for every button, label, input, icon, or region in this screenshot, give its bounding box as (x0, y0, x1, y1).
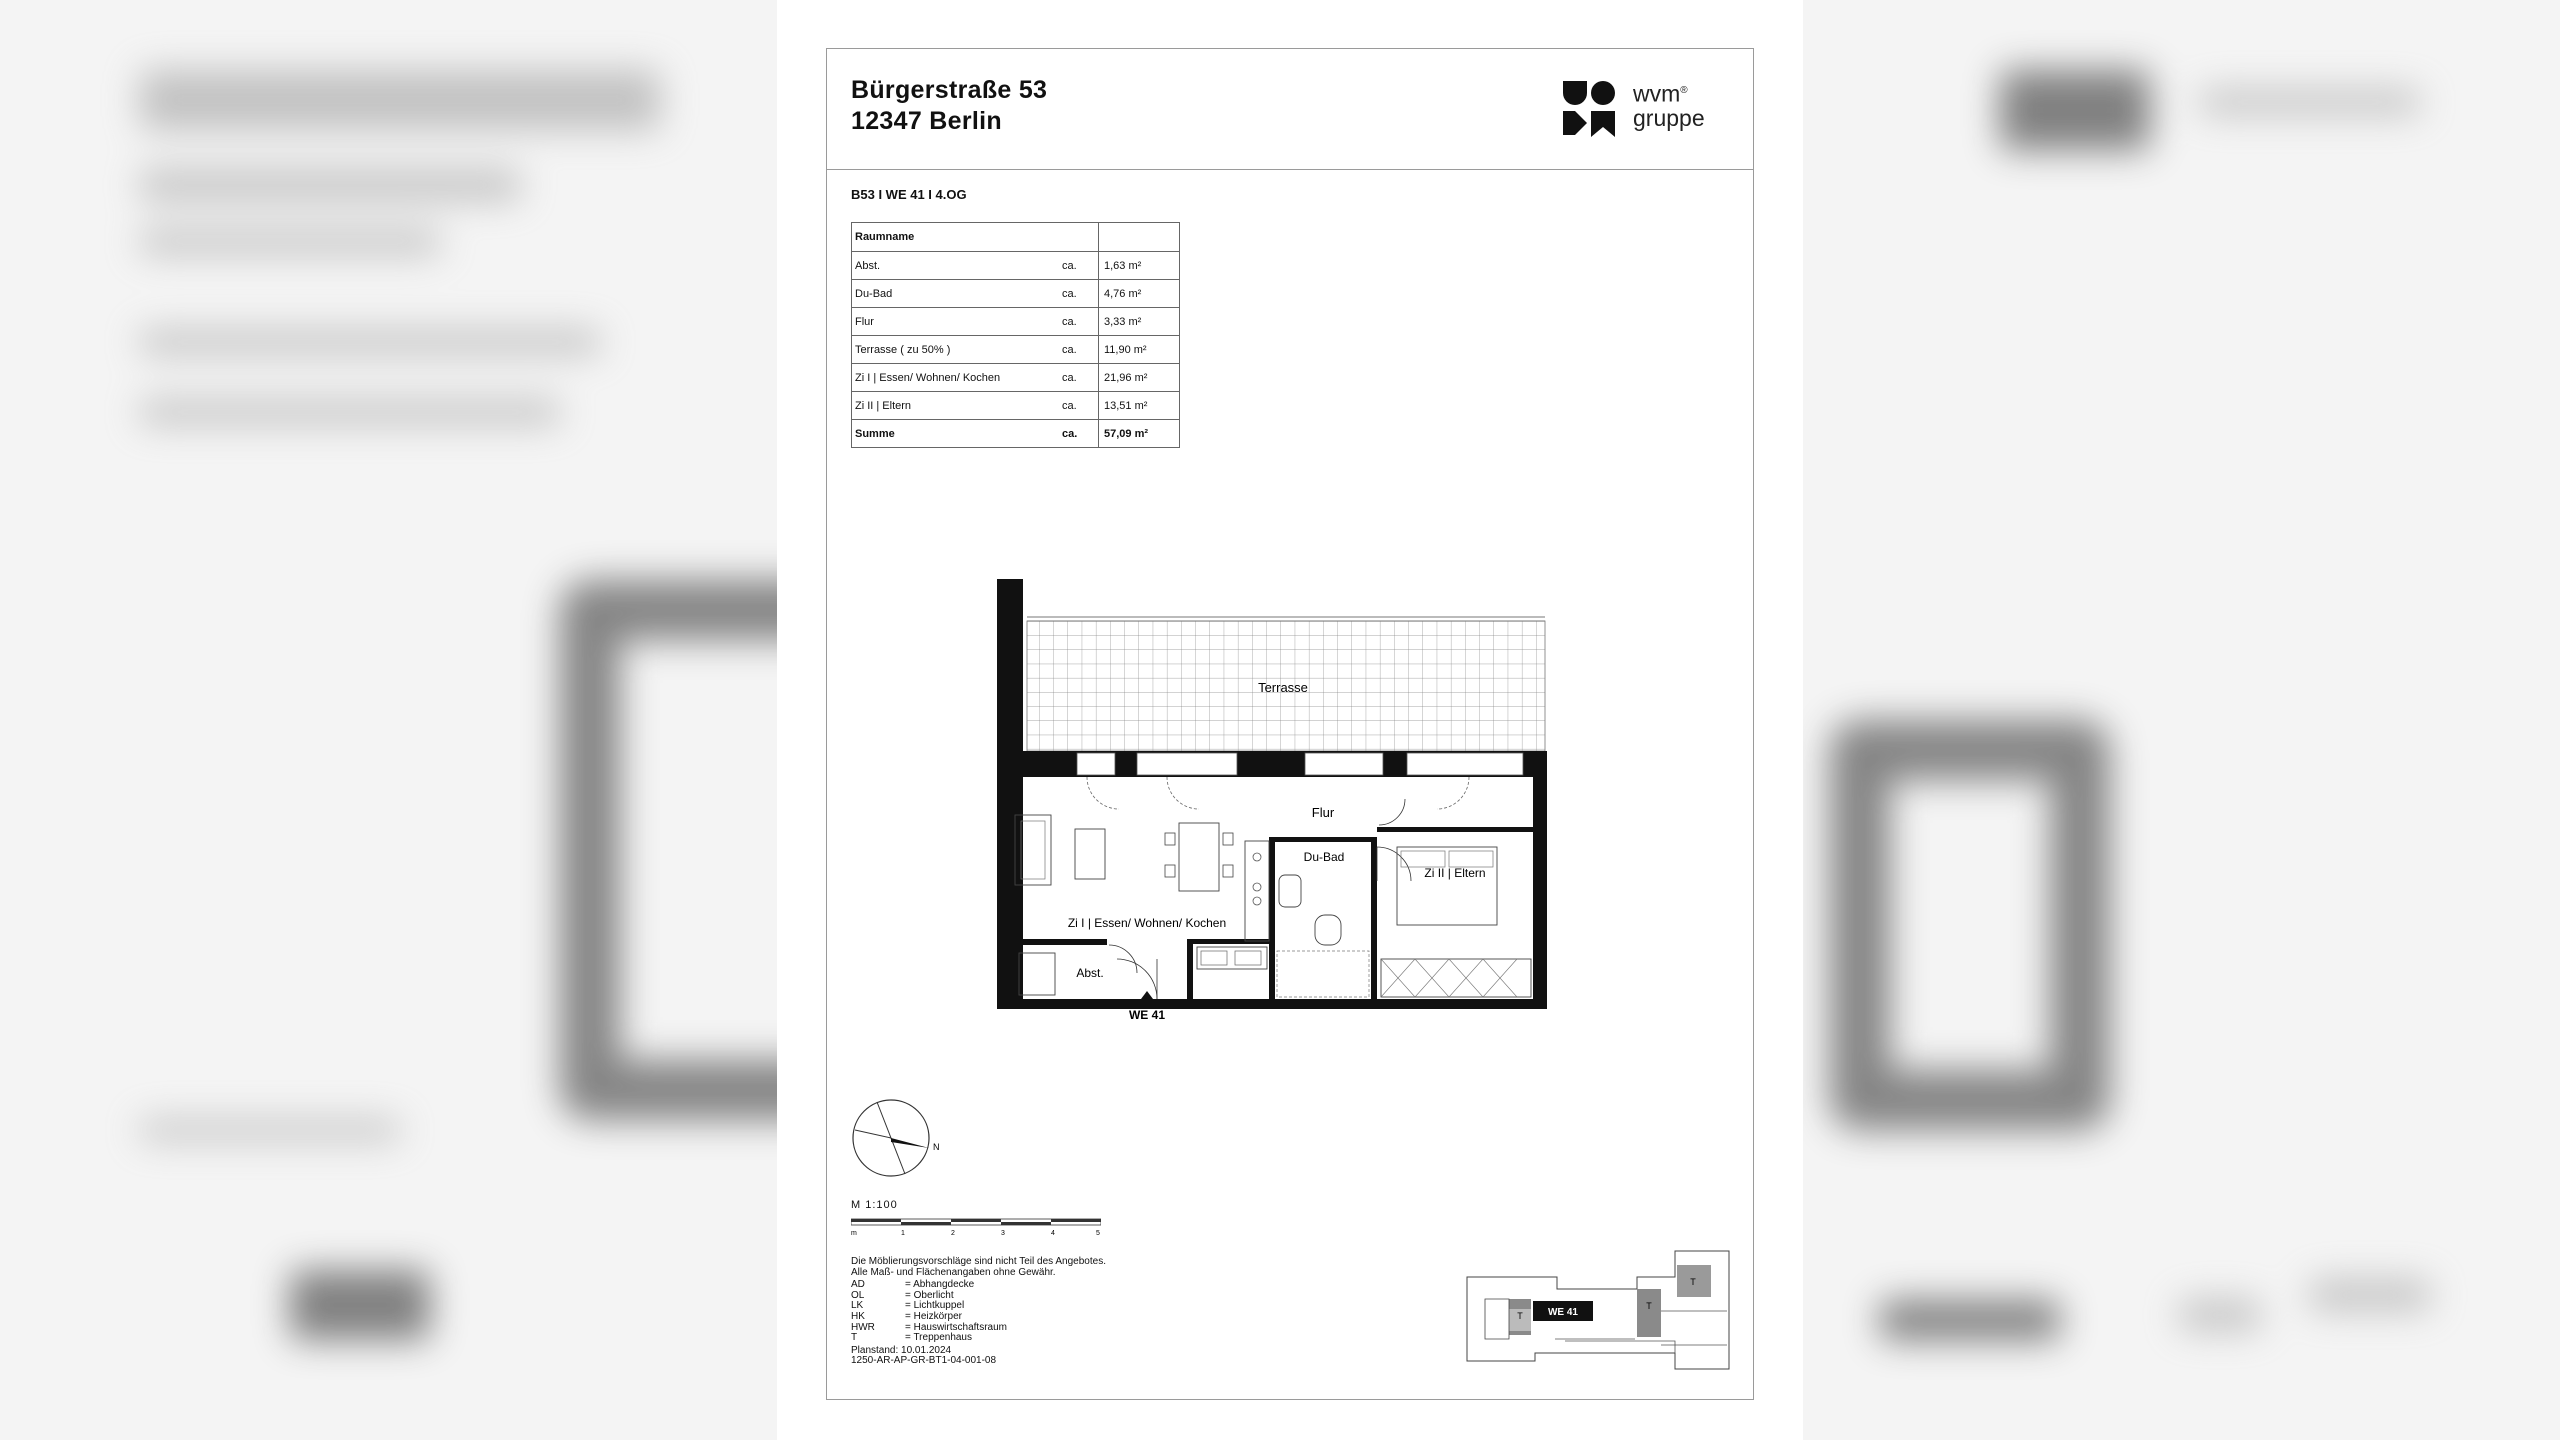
table-sum-row (852, 420, 1180, 448)
outer-wall-east (1533, 751, 1547, 1007)
abbr-meaning: = Hauswirtschaftsraum (905, 1321, 1007, 1333)
ca-prefix: ca. (1062, 259, 1077, 272)
note-furniture: Die Möblierungsvorschläge sind nicht Teil des Angebotes. (851, 1256, 1106, 1267)
label-bath: Du-Bad (1303, 850, 1345, 864)
abbr-code: T (851, 1332, 858, 1344)
address-block (851, 75, 1047, 137)
abbr-code: LK (851, 1300, 864, 1312)
logo-wordmark (1633, 79, 1705, 130)
abbr-meaning: = Heizkörper (905, 1310, 962, 1322)
table-row (852, 364, 1180, 392)
logo-line1: wvm (1633, 80, 1681, 107)
label-living: Zi I | Essen/ Wohnen/ Kochen (1067, 916, 1227, 930)
abbreviation-legend (851, 1280, 1106, 1344)
abbr-meaning: = Treppenhaus (905, 1332, 972, 1344)
key-plan (1465, 1249, 1735, 1377)
table-row (852, 392, 1180, 420)
scale-tick: m (851, 1230, 857, 1237)
outer-wall-south (997, 999, 1547, 1009)
table-row (852, 336, 1180, 364)
scale-label: M 1:100 (851, 1199, 898, 1211)
room-area: 11,90 m² (1104, 336, 1180, 364)
abbr-meaning: = Oberlicht (905, 1289, 954, 1301)
abbr-code: AD (851, 1279, 865, 1291)
floorplan-drawing (997, 579, 1557, 1039)
logo-mark-icon (1561, 79, 1617, 139)
sum-label: Summe (852, 420, 1099, 448)
table-row (852, 280, 1180, 308)
wvm-logo (1561, 79, 1731, 139)
room-name: Zi I | Essen/ Wohnen/ Kochen (852, 364, 1099, 392)
room-area-table (851, 222, 1180, 448)
room-area: 3,33 m² (1104, 308, 1180, 336)
north-compass-icon (851, 1094, 941, 1184)
room-name: Du-Bad (852, 280, 1099, 308)
abbr-code: HK (851, 1310, 865, 1322)
keyplan-stair-label: T (1646, 1301, 1652, 1311)
note-disclaimer: Alle Maß- und Flächenangaben ohne Gewähr. (851, 1266, 1056, 1278)
abbr-code: HWR (851, 1321, 875, 1333)
label-bedroom: Zi II | Eltern (1424, 866, 1486, 880)
room-area: 21,96 m² (1104, 364, 1180, 392)
keyplan-unit-label: WE 41 (1547, 1307, 1579, 1318)
room-area: 13,51 m² (1104, 392, 1180, 420)
keyplan-stair-label: T (1517, 1311, 1523, 1321)
scale-tick: 4 (1051, 1230, 1055, 1237)
table-header-row (852, 223, 1180, 252)
entrance-arrow-icon (1141, 991, 1153, 999)
room-name: Abst. (852, 252, 1099, 280)
plan-code: 1250-AR-AP-GR-BT1-04-001-08 (851, 1355, 997, 1367)
label-entrance: WE 41 (1128, 1008, 1166, 1022)
plan-notes (851, 1257, 1106, 1367)
abbr-code: OL (851, 1289, 865, 1301)
label-terrace: Terrasse (1258, 680, 1308, 695)
room-name: Terrasse ( zu 50% ) (852, 336, 1099, 364)
room-name: Zi II | Eltern (852, 392, 1099, 420)
ca-prefix: ca. (1062, 427, 1078, 440)
abbr-meaning: = Abhangdecke (905, 1279, 975, 1291)
keyplan-stair-label: T (1690, 1277, 1696, 1287)
header-divider (827, 169, 1753, 170)
ca-prefix: ca. (1062, 287, 1077, 300)
floorplan-sheet (826, 48, 1754, 1400)
logo-registered: ® (1680, 85, 1688, 96)
label-hall: Flur (1311, 805, 1335, 820)
ca-prefix: ca. (1062, 371, 1077, 384)
room-name: Flur (852, 308, 1099, 336)
scale-tick: 3 (1001, 1230, 1005, 1237)
logo-line2: gruppe (1633, 104, 1705, 131)
compass-north-label: N (933, 1142, 940, 1152)
scale-tick: 1 (901, 1230, 905, 1237)
table-row (852, 252, 1180, 280)
ca-prefix: ca. (1062, 343, 1077, 356)
scale-tick: 5 (1096, 1230, 1100, 1237)
room-area: 1,63 m² (1104, 252, 1180, 280)
scale-tick: 2 (951, 1230, 955, 1237)
label-storage: Abst. (1076, 966, 1104, 980)
unit-identifier: B53 I WE 41 I 4.OG (851, 187, 967, 202)
address-street: Bürgerstraße 53 (851, 76, 1048, 104)
sum-area: 57,09 m² (1104, 420, 1180, 448)
header-cell: Raumname (852, 223, 1099, 252)
table-row (852, 308, 1180, 336)
plan-status-date: Planstand: 10.01.2024 (851, 1344, 952, 1356)
address-city: 12347 Berlin (851, 107, 1002, 135)
abbr-meaning: = Lichtkuppel (905, 1300, 965, 1312)
room-area: 4,76 m² (1104, 280, 1180, 308)
scale-bar (851, 1217, 1101, 1239)
ca-prefix: ca. (1062, 315, 1077, 328)
ca-prefix: ca. (1062, 399, 1077, 412)
